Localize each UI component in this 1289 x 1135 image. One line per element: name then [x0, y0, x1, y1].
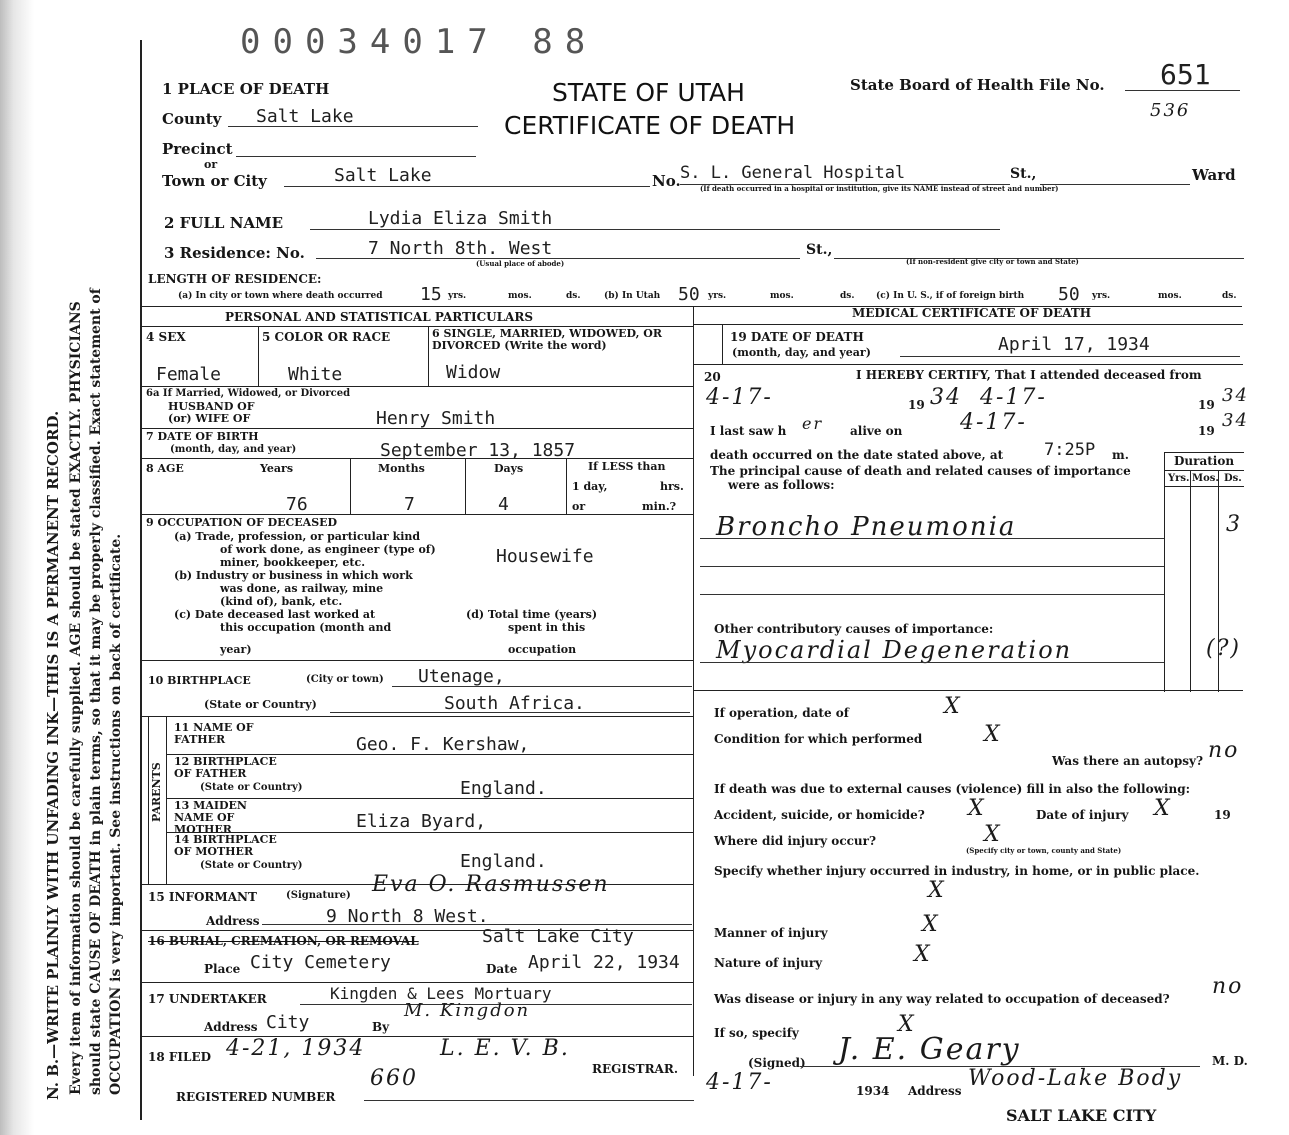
- ifso-label: If so, specify: [714, 1026, 799, 1040]
- residence-value: 7 North 8th. West: [368, 238, 553, 259]
- attended-from-19: 19: [908, 398, 925, 412]
- spouse-label: HUSBAND OF: [168, 400, 255, 413]
- age-day-label: 1 day,: [572, 480, 608, 493]
- sex-label: 4 SEX: [146, 330, 186, 344]
- last-saw-19: 19: [1198, 424, 1215, 438]
- birthplace-sub: (City or town): [306, 674, 384, 685]
- birthplace-country: South Africa.: [444, 693, 585, 714]
- accident-label: Accident, suicide, or homicide?: [714, 808, 925, 822]
- occ-b-2: was done, as railway, mine: [220, 582, 384, 595]
- age-years-label: Years: [260, 462, 294, 475]
- specify-value: X: [928, 878, 946, 903]
- contrib-duration: (?): [1206, 636, 1241, 661]
- undertaker-address: City: [266, 1012, 310, 1033]
- serial-number: 00034017 88: [240, 22, 598, 62]
- age-months-label: Months: [378, 462, 425, 475]
- duration-mos: Mos.: [1192, 473, 1219, 484]
- burial-date: April 22, 1934: [528, 952, 680, 973]
- manner-label: Manner of injury: [714, 926, 828, 940]
- occ-related-value: no: [1212, 974, 1244, 999]
- father-value: Geo. F. Kershaw,: [356, 734, 530, 755]
- registered-number: 660: [370, 1066, 418, 1091]
- contrib-value: Myocardial Degeneration: [716, 636, 1073, 664]
- age-label: 8 AGE: [146, 462, 184, 475]
- signed-date: 4-17-: [706, 1070, 773, 1095]
- spouse-value: Henry Smith: [376, 408, 496, 429]
- mother-birthplace-label: 14 BIRTHPLACE OF MOTHER: [174, 833, 277, 858]
- side-note-2: Every item of information should be carefully supplied. AGE should be stated EXACTLY. PHYSICIANS: [68, 301, 84, 1095]
- age-days-label: Days: [494, 462, 524, 475]
- residence-a-yrs: yrs.: [448, 291, 467, 301]
- occ-d-1: (d) Total time (years): [466, 608, 598, 621]
- certify-text: I HEREBY CERTIFY, That I attended deceased from: [856, 368, 1202, 382]
- occ-related-label: Was disease or injury in any way related to occupation of deceased?: [714, 992, 1170, 1006]
- mother-birthplace-value: England.: [460, 851, 547, 872]
- hospital-value: S. L. General Hospital: [680, 163, 906, 183]
- dob-sub: (month, day, and year): [170, 444, 297, 455]
- age-min-label: min.?: [642, 500, 677, 513]
- registered-label: REGISTERED NUMBER: [176, 1090, 336, 1104]
- ward-label: Ward: [1192, 166, 1236, 184]
- mother-birthplace-sub: (State or Country): [200, 860, 303, 871]
- registrar-signature: L. E. V. B.: [440, 1036, 570, 1061]
- age-or-label: or: [572, 500, 586, 513]
- occ-a-1: (a) Trade, profession, or particular kind: [174, 530, 421, 543]
- residence-b-value: 50: [678, 284, 700, 305]
- occ-d-2: spent in this: [508, 621, 586, 634]
- spouse-label-2: (or) WIFE OF: [168, 412, 251, 425]
- burial-place: City Cemetery: [250, 952, 391, 973]
- duration-yrs: Yrs.: [1168, 473, 1190, 484]
- informant-signature: Eva O. Rasmussen: [372, 872, 610, 897]
- father-birthplace-sub: (State or Country): [200, 782, 303, 793]
- filed-label: 18 FILED: [148, 1050, 211, 1064]
- residence-a-ds: ds.: [566, 291, 581, 301]
- condition-label: Condition for which performed: [714, 732, 923, 746]
- filed-value: 4-21, 1934: [226, 1036, 366, 1061]
- attended-to-19: 19: [1198, 398, 1215, 412]
- residence-c-value: 50: [1058, 284, 1080, 305]
- burial-date-label: Date: [486, 962, 518, 976]
- undertaker-by-label: By: [372, 1020, 390, 1034]
- signed-address: Wood-Lake Body: [968, 1066, 1183, 1091]
- place-of-death-label: 1 PLACE OF DEATH: [162, 80, 330, 98]
- cause-duration: 3: [1226, 512, 1242, 537]
- signed-signature: J. E. Geary: [838, 1032, 1021, 1067]
- residence-b-ds: ds.: [840, 291, 855, 301]
- birthplace-state-label: (State or Country): [204, 698, 317, 711]
- undertaker-value: Kingden & Lees Mortuary: [330, 984, 552, 1003]
- birthplace-city: Utenage,: [418, 666, 505, 687]
- side-note-1: N. B.—WRITE PLAINLY WITH UNFADING INK—THIS IS A PERMANENT RECORD.: [44, 410, 62, 1100]
- residence-a-mos: mos.: [508, 291, 532, 301]
- undertaker-label: 17 UNDERTAKER: [148, 992, 267, 1006]
- age-months-value: 7: [404, 494, 415, 515]
- residence-c-yrs: yrs.: [1092, 291, 1111, 301]
- accident-value: X: [968, 796, 986, 821]
- county-label: County: [162, 110, 222, 128]
- full-name-label: 2 FULL NAME: [164, 214, 284, 232]
- scan-edge: [0, 0, 34, 1135]
- race-label: 5 COLOR OR RACE: [262, 330, 391, 344]
- alive-label: alive on: [850, 424, 903, 438]
- external-label: If death was due to external causes (violence) fill in also the following:: [714, 782, 1191, 796]
- city-label: SALT LAKE CITY: [1006, 1106, 1157, 1125]
- file-no-sub: 536: [1150, 100, 1191, 121]
- side-note-4: OCCUPATION is very important. See instructions on back of certificate.: [108, 533, 124, 1095]
- residence-b-yrs: yrs.: [708, 291, 727, 301]
- signed-label: (Signed): [748, 1056, 806, 1070]
- residence-a-label: (a) In city or town where death occurred: [178, 291, 383, 301]
- occupation-label: 9 OCCUPATION OF DECEASED: [146, 516, 338, 529]
- parents-label: PARENTS: [150, 762, 163, 822]
- town-label: Town or City: [162, 172, 267, 190]
- full-name-value: Lydia Eliza Smith: [368, 208, 553, 229]
- occ-c-2: this occupation (month and: [220, 621, 392, 634]
- sex-value: Female: [156, 364, 222, 385]
- dob-label: 7 DATE OF BIRTH: [146, 430, 259, 443]
- hospital-st-label: St.,: [1010, 166, 1037, 182]
- age-years-value: 76: [286, 494, 308, 515]
- specify-label: Specify whether injury occurred in industry, in home, or in public place.: [714, 864, 1200, 878]
- precinct-label: Precinct: [162, 140, 233, 158]
- dod-label: 19 DATE OF DEATH: [730, 330, 864, 344]
- occ-a-3: miner, bookkeeper, etc.: [220, 556, 366, 569]
- race-value: White: [288, 364, 343, 385]
- duration-ds: Ds.: [1224, 473, 1242, 484]
- registrar-label: REGISTRAR.: [592, 1062, 679, 1076]
- cause-label-2: were as follows:: [728, 478, 835, 492]
- informant-address-label: Address: [206, 914, 260, 928]
- father-birthplace-value: England.: [460, 778, 547, 799]
- dod-value: April 17, 1934: [998, 334, 1150, 355]
- autopsy-value: no: [1208, 738, 1240, 763]
- nature-value: X: [914, 942, 932, 967]
- condition-value: X: [984, 722, 1002, 747]
- residence-b-label: (b) In Utah: [604, 291, 661, 301]
- file-no-label: State Board of Health File No.: [850, 76, 1105, 94]
- attended-to: 4-17-: [980, 385, 1047, 410]
- burial-place-label: Place: [204, 962, 241, 976]
- mother-label: 13 MAIDEN NAME OF MOTHER: [174, 799, 247, 836]
- burial-label: 16 BURIAL, CREMATION, OR REMOVAL: [148, 934, 419, 948]
- nature-label: Nature of injury: [714, 956, 823, 970]
- occ-a-2: of work done, as engineer (type of): [220, 543, 436, 556]
- town-value: Salt Lake: [334, 165, 432, 186]
- medical-heading: MEDICAL CERTIFICATE OF DEATH: [852, 306, 1092, 320]
- residence-b-mos: mos.: [770, 291, 794, 301]
- last-saw-year: 34: [1222, 410, 1249, 431]
- mother-value: Eliza Byard,: [356, 811, 487, 832]
- dob-value: September 13, 1857: [380, 440, 576, 461]
- certificate-title: CERTIFICATE OF DEATH: [504, 111, 796, 140]
- certify-no: 20: [704, 370, 721, 384]
- dod-sub: (month, day, and year): [732, 346, 871, 359]
- last-saw-date: 4-17-: [960, 410, 1027, 435]
- marital-label: 6 SINGLE, MARRIED, WIDOWED, OR DIVORCED (Write the word): [432, 327, 663, 352]
- injury-date-value: X: [1154, 796, 1172, 821]
- hospital-note: (If death occurred in a hospital or institution, give its NAME instead of street and number): [700, 184, 1059, 193]
- age-less-label: If LESS than: [588, 460, 666, 473]
- informant-label: 15 INFORMANT: [148, 890, 257, 904]
- residence-st-label: St.,: [806, 242, 833, 258]
- father-label: 11 NAME OF FATHER: [174, 721, 254, 746]
- father-birthplace-label: 12 BIRTHPLACE OF FATHER: [174, 755, 277, 780]
- occ-b-3: (kind of), bank, etc.: [220, 595, 343, 608]
- birthplace-label: 10 BIRTHPLACE: [148, 674, 251, 687]
- residence-c-mos: mos.: [1158, 291, 1182, 301]
- signed-year: 1934: [856, 1084, 890, 1098]
- file-no: 651: [1160, 58, 1211, 91]
- contrib-label: Other contributory causes of importance:: [714, 622, 994, 636]
- where-label: Where did injury occur?: [714, 834, 877, 848]
- md-label: M. D.: [1212, 1054, 1248, 1068]
- where-note: (Specify city or town, county and State): [966, 846, 1122, 855]
- personal-heading: PERSONAL AND STATISTICAL PARTICULARS: [225, 310, 534, 324]
- signed-address-label: Address: [908, 1084, 962, 1098]
- residence-label: 3 Residence: No.: [164, 244, 305, 262]
- attended-to-year: 34: [1222, 385, 1249, 406]
- death-time-value: 7:25P: [1044, 440, 1096, 460]
- operation-label: If operation, date of: [714, 706, 849, 720]
- manner-value: X: [922, 912, 940, 937]
- residence-c-label: (c) In U. S., if of foreign birth: [876, 291, 1025, 301]
- last-saw-label: I last saw h: [710, 424, 787, 438]
- where-value: X: [984, 822, 1002, 847]
- or-label: or: [204, 158, 218, 171]
- side-note-3: should state CAUSE OF DEATH in plain terms, so that it may be properly classified. Exact statement of: [88, 288, 104, 1095]
- marital-value: Widow: [446, 362, 501, 383]
- age-hrs-label: hrs.: [660, 480, 684, 493]
- last-saw-her: er: [802, 414, 824, 433]
- length-of-residence-label: LENGTH OF RESIDENCE:: [148, 272, 322, 286]
- abode-note: (Usual place of abode): [476, 259, 565, 268]
- occ-c-3: year): [220, 643, 252, 656]
- burial-value: Salt Lake City: [482, 926, 634, 947]
- informant-address: 9 North 8 West.: [326, 906, 489, 927]
- hospital-no-label: No.: [652, 172, 681, 190]
- occ-d-3: occupation: [508, 643, 577, 656]
- residence-a-value: 15: [420, 284, 442, 305]
- death-time-m: m.: [1112, 448, 1129, 462]
- operation-value: X: [944, 694, 962, 719]
- spouse-note: 6a If Married, Widowed, or Divorced: [146, 388, 351, 399]
- injury-date-19: 19: [1214, 808, 1231, 822]
- death-time-label: death occurred on the date stated above, at: [710, 448, 1004, 462]
- autopsy-label: Was there an autopsy?: [1052, 754, 1204, 768]
- age-days-value: 4: [498, 494, 509, 515]
- nonres-note: (If non-resident give city or town and State): [906, 257, 1079, 266]
- undertaker-address-label: Address: [204, 1020, 258, 1034]
- duration-label: Duration: [1174, 454, 1235, 468]
- cause-value: Broncho Pneumonia: [716, 512, 1017, 542]
- informant-signature-label: (Signature): [286, 890, 351, 901]
- occ-c-1: (c) Date deceased last worked at: [174, 608, 376, 621]
- injury-date-label: Date of injury: [1036, 808, 1129, 822]
- occ-b-1: (b) Industry or business in which work: [174, 569, 413, 582]
- cause-label: The principal cause of death and related causes of importance: [710, 464, 1131, 478]
- undertaker-by: M. Kingdon: [404, 1000, 531, 1021]
- county-value: Salt Lake: [256, 106, 354, 127]
- residence-c-ds: ds.: [1222, 291, 1237, 301]
- attended-from-year: 34: [930, 385, 962, 410]
- state-title: STATE OF UTAH: [552, 78, 745, 107]
- attended-from: 4-17-: [706, 385, 773, 410]
- ifso-value: X: [898, 1012, 916, 1037]
- occupation-value: Housewife: [496, 546, 594, 567]
